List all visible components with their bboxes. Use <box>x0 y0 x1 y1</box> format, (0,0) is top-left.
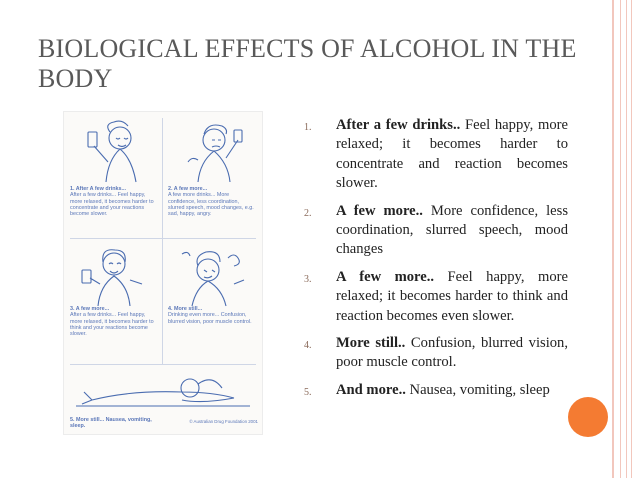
panel-caption: After a few drinks... Feel happy, more relaxed, it becomes harder to think and your reactions become slower. <box>70 312 154 338</box>
list-number: 3. <box>304 273 312 285</box>
list-lead: And more.. <box>336 381 406 398</box>
list-lead: After a few drinks.. <box>336 117 461 133</box>
panel-divider <box>70 364 256 365</box>
illustration-credit: © Australian Drug Foundation 2001 <box>189 419 258 424</box>
edge-decoration <box>631 0 632 478</box>
alcohol-effects-illustration <box>63 111 263 435</box>
list-text: More confidence, less coordination, slurred speech, mood changes <box>336 202 568 258</box>
dizzy-person-icon <box>168 244 256 308</box>
panel-heading: 3. A few more... <box>70 306 110 312</box>
person-drinking-icon <box>70 244 158 308</box>
list-lead: More still.. <box>336 335 406 352</box>
panel-4-drawing <box>168 244 256 308</box>
panel-3-drawing <box>70 244 158 308</box>
list-number: 1. <box>304 122 312 133</box>
panel-divider <box>70 238 256 239</box>
panel-heading: 2. A few more... <box>168 186 208 192</box>
list-lead: A few more.. <box>336 202 423 219</box>
list-lead: A few more.. <box>336 268 435 285</box>
person-drinking-icon <box>70 118 158 184</box>
panel-heading: 5. More still... Nausea, vomiting, sleep. <box>70 417 152 430</box>
panel-1-drawing <box>70 118 158 184</box>
list-text: Feel happy, more relaxed; it becomes harder to think and reaction becomes even slower. <box>336 268 568 324</box>
list-item <box>304 381 568 400</box>
effects-list <box>304 116 568 408</box>
panel-heading: 1. After A few drinks... <box>70 186 127 192</box>
list-number: 4. <box>304 340 312 352</box>
list-text: Feel happy, more relaxed; it becomes harder to concentrate and reaction becomes slower. <box>336 117 568 192</box>
edge-decoration <box>626 0 627 478</box>
panel-divider <box>162 118 163 364</box>
person-drinking-icon <box>168 118 256 184</box>
panel-2-drawing <box>168 118 256 184</box>
list-item <box>304 116 568 194</box>
person-lying-down-icon <box>72 370 254 410</box>
list-number: 5. <box>304 386 312 398</box>
list-text: Nausea, vomiting, sleep <box>405 381 550 398</box>
slide-title: BIOLOGICAL EFFECTS OF ALCOHOL IN THE BODY <box>38 34 577 93</box>
accent-circle <box>568 397 608 437</box>
list-item <box>304 334 568 373</box>
panel-caption: A few more drinks... More confidence, less coordination, slurred speech, mood changes, e.g. sad, happy, angry. <box>168 192 254 218</box>
list-text: Confusion, blurred vision, poor muscle control. <box>336 335 568 371</box>
edge-decoration <box>620 0 621 478</box>
list-item <box>304 268 568 326</box>
panel-caption: After a few drinks... Feel happy, more relaxed, it becomes harder to concentrate and your reactions become slower. <box>70 192 154 218</box>
panel-heading: 4. More still... <box>168 306 203 312</box>
list-item <box>304 202 568 260</box>
list-number: 2. <box>304 207 312 219</box>
edge-decoration <box>612 0 614 478</box>
panel-caption: Drinking even more... Confusion, blurred vision, poor muscle control. <box>168 312 252 325</box>
panel-5-drawing <box>72 370 254 410</box>
